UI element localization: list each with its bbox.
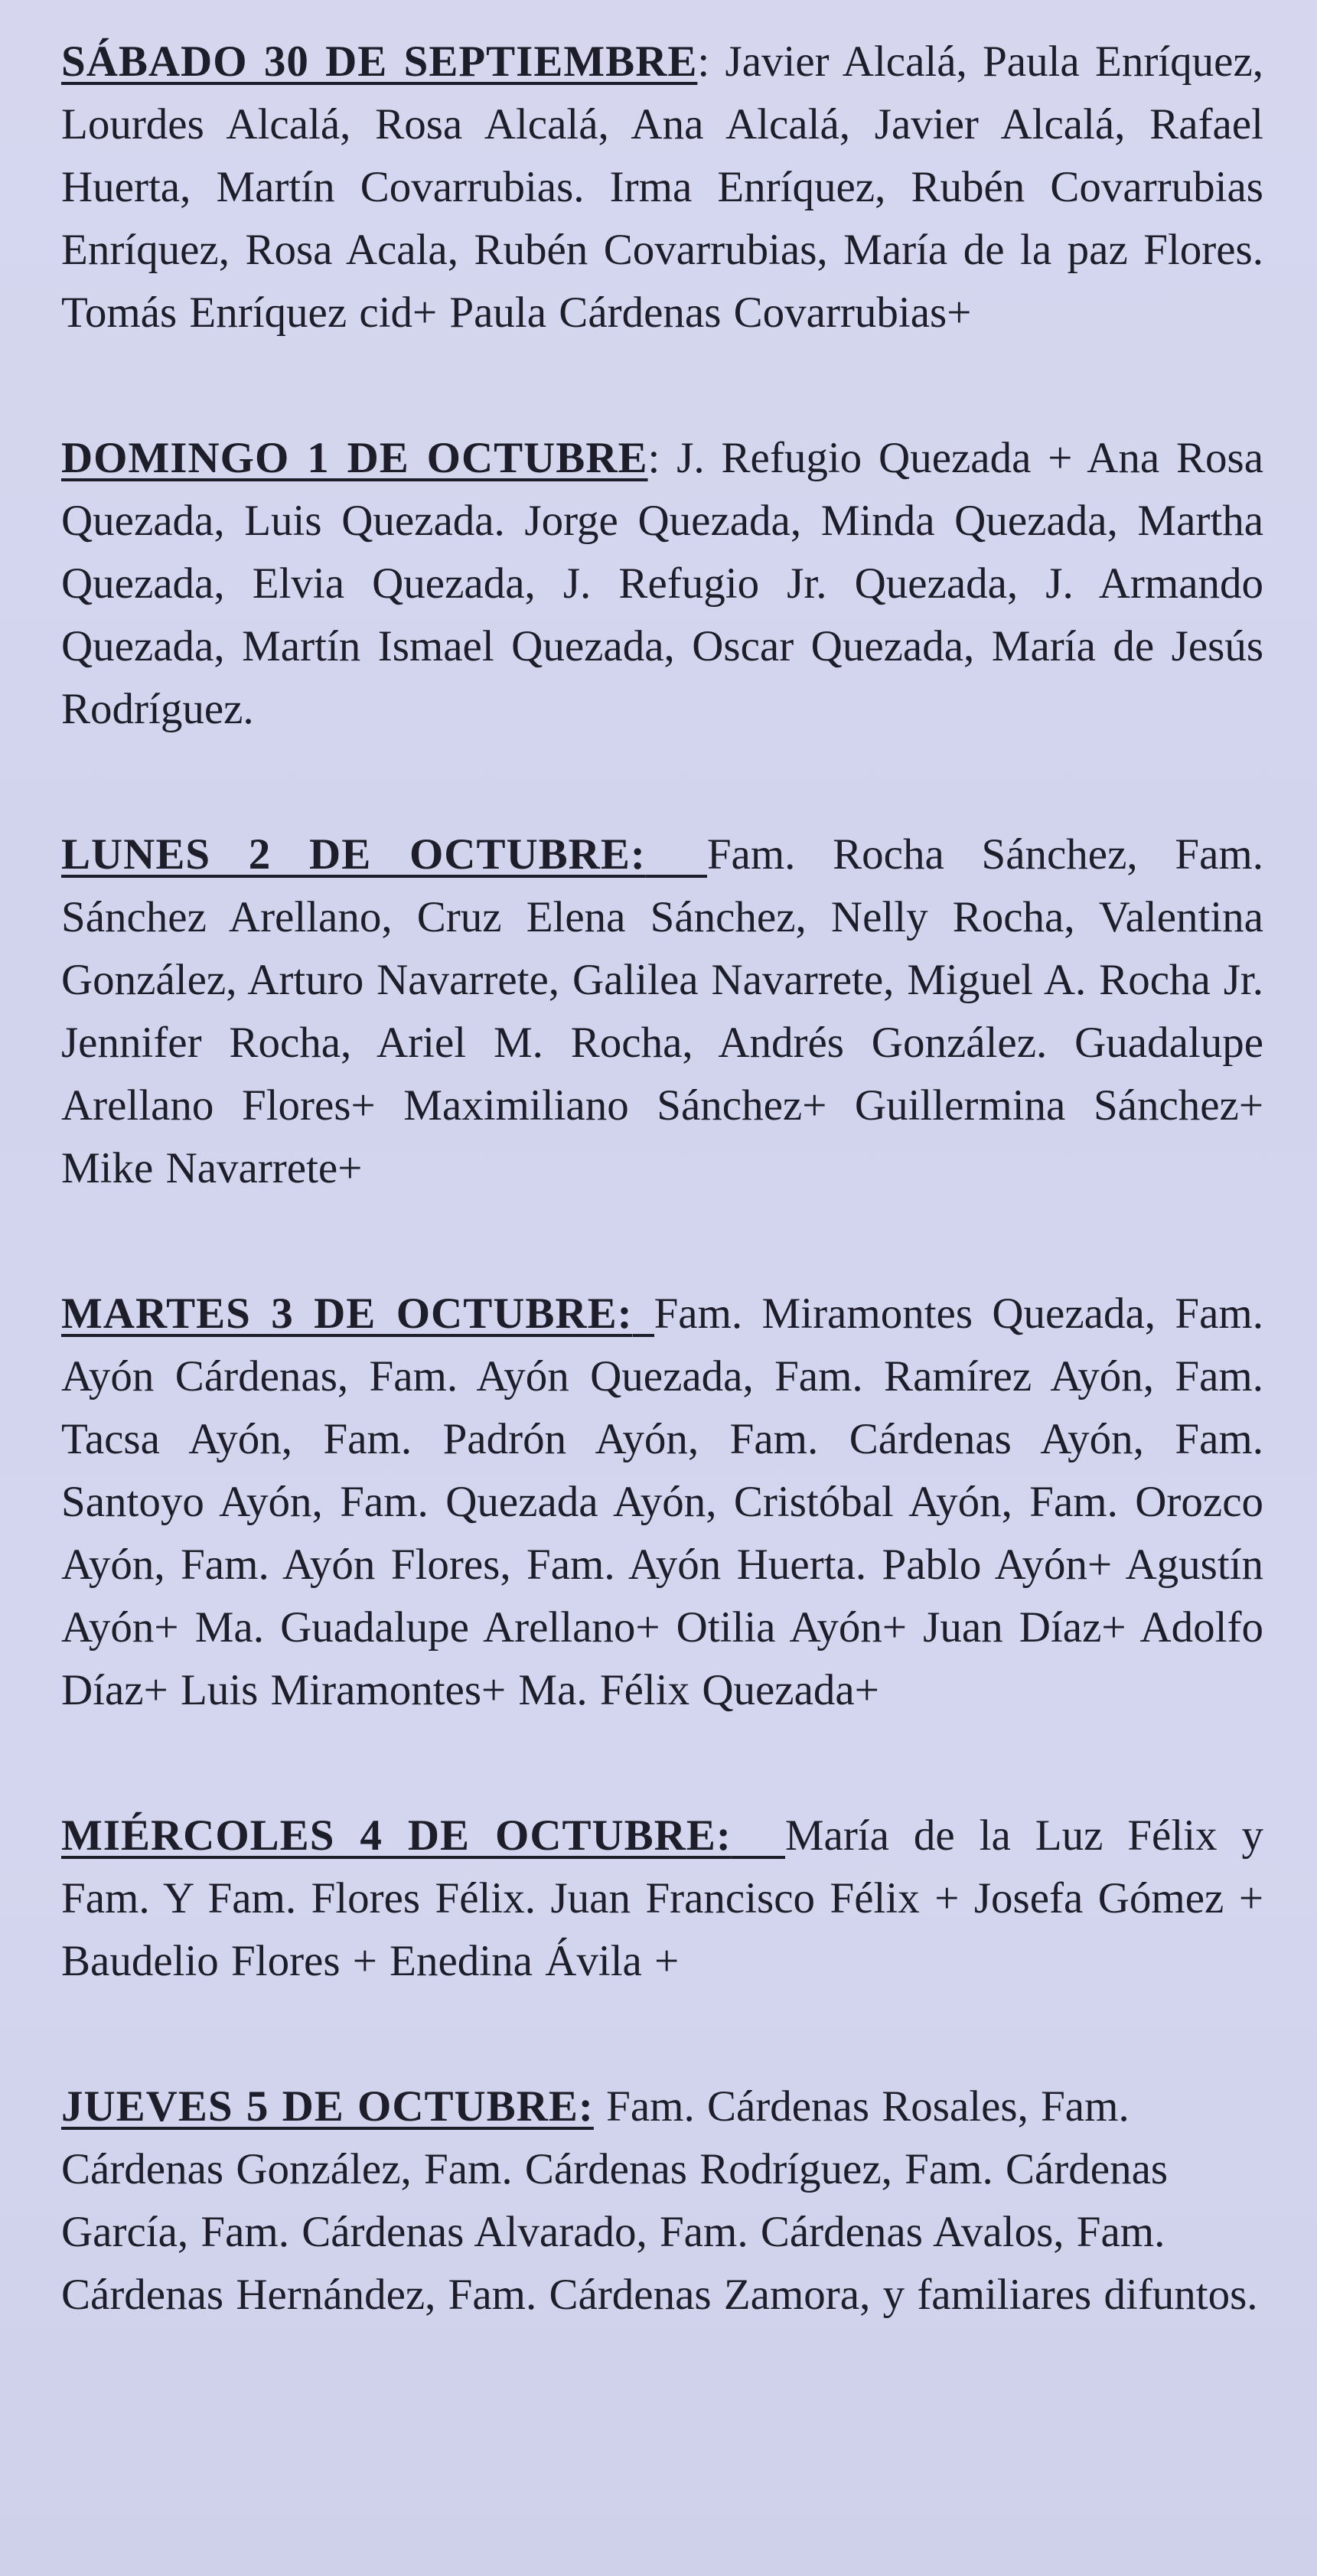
heading-separator: : [697,37,710,86]
entry-names: María de la Luz Félix y Fam. Y Fam. Flores Félix. Juan Francisco Félix + Josefa Gómez + Baudelio Flores + Enedina Ávila + [61,1811,1263,1985]
day-heading: JUEVES 5 DE OCTUBRE: [61,2082,594,2131]
entry-names: J. Refugio Quezada + Ana Rosa Quezada, Luis Quezada. Jorge Quezada, Minda Quezada, Martha Quezada, Elvia Quezada, J. Refugio Jr. Quezada, J. Armando Quezada, Martín Ismael Quezada, Oscar Quezada, María de Jesús Rodríguez. [61,434,1263,733]
entry-names: Fam. Miramontes Quezada, Fam. Ayón Cárdenas, Fam. Ayón Quezada, Fam. Ramírez Ayón, Fam. Tacsa Ayón, Fam. Padrón Ayón, Fam. Cárdenas Ayón, Fam. Santoyo Ayón, Fam. Quezada Ayón, Cristóbal Ayón, Fam. Orozco Ayón, Fam. Ayón Flores, Fam. Ayón Huerta. Pablo Ayón+ Agustín Ayón+ Ma. Guadalupe Arellano+ Otilia Ayón+ Juan Díaz+ Adolfo Díaz+ Luis Miramontes+ Ma. Félix Quezada+ [61,1290,1263,1714]
entry-miercoles-4 [61,1805,1263,1993]
day-heading: MIÉRCOLES 4 DE OCTUBRE: [61,1811,732,1860]
entry-jueves-5 [61,2075,1263,2327]
entry-names: Fam. Cárdenas Rosales, Fam. Cárdenas González, Fam. Cárdenas Rodríguez, Fam. Cárdenas García, Fam. Cárdenas Alvarado, Fam. Cárdenas Avalos, Fam. Cárdenas Hernández, Fam. Cárdenas Zamora, y familiares difuntos. [61,2082,1258,2319]
entry-names: Javier Alcalá, Paula Enríquez, Lourdes Alcalá, Rosa Alcalá, Ana Alcalá, Javier Alcalá, Rafael Huerta, Martín Covarrubias. Irma Enríquez, Rubén Covarrubias Enríquez, Rosa Acala, Rubén Covarrubias, María de la paz Flores. Tomás Enríquez cid+ Paula Cárdenas Covarrubias+ [61,37,1263,337]
entry-lunes-2 [61,823,1263,1200]
entry-names: Fam. Rocha Sánchez, Fam. Sánchez Arellano, Cruz Elena Sánchez, Nelly Rocha, Valentina González, Arturo Navarrete, Galilea Navarrete, Miguel A. Rocha Jr. Jennifer Rocha, Ariel M. Rocha, Andrés González. Guadalupe Arellano Flores+ Maximiliano Sánchez+ Guillermina Sánchez+ Mike Navarrete+ [61,830,1263,1192]
heading-underline-gap [633,1303,654,1337]
heading-separator: : [647,434,660,482]
entry-martes-3 [61,1283,1263,1722]
day-heading: MARTES 3 DE OCTUBRE: [61,1290,633,1338]
day-heading: DOMINGO 1 DE OCTUBRE [61,434,648,482]
entry-domingo-1 [61,427,1263,741]
entry-sabado-30 [61,31,1263,344]
heading-underline-gap [732,1825,785,1859]
heading-underline-gap [646,844,707,878]
day-heading: SÁBADO 30 DE SEPTIEMBRE [61,37,698,86]
day-heading: LUNES 2 DE OCTUBRE: [61,830,646,879]
